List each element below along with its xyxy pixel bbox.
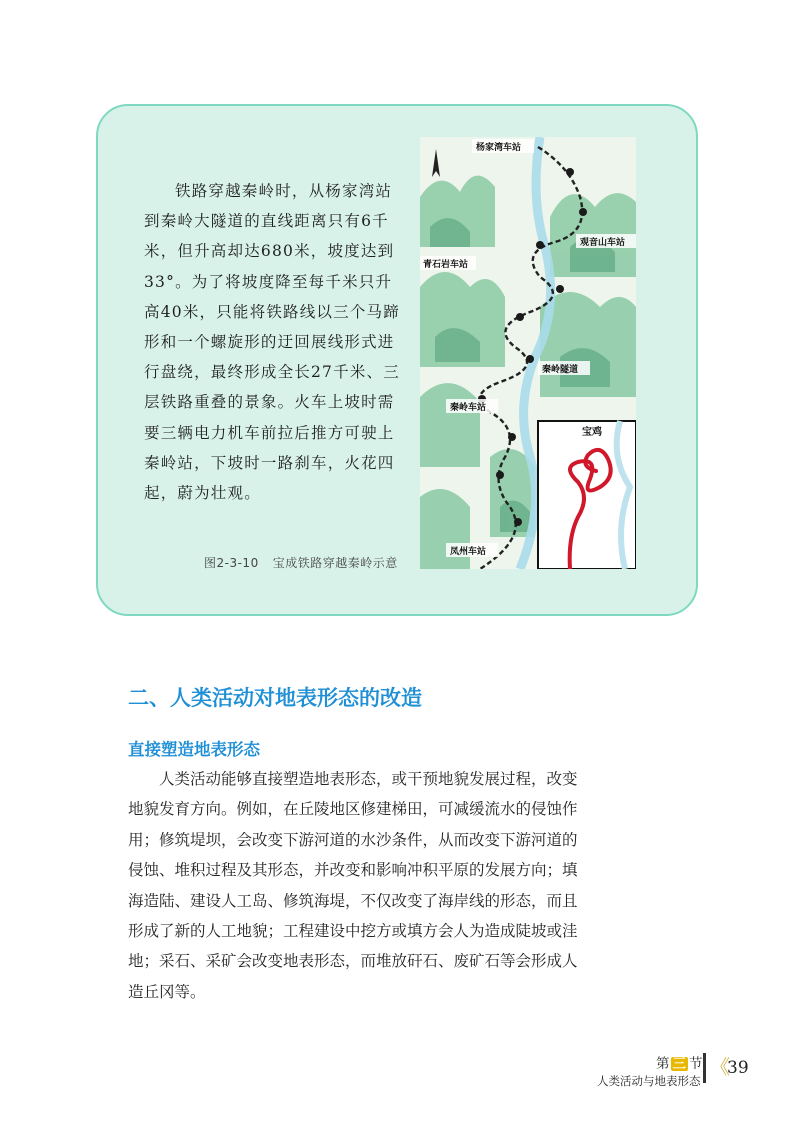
chapter-number-badge: 三 — [672, 1056, 686, 1072]
chapter-prefix: 第 — [656, 1056, 670, 1072]
label-yangjiawan: 杨家湾车站 — [476, 143, 522, 153]
sidebar-paragraph: 铁路穿越秦岭时，从杨家湾站到秦岭大隧道的直线距离只有6千米，但升高却达680米，坡度达到33°。为了将坡度降至每千米只升高40米，只能将铁路线以三个马蹄形和一个螺旋形的迂回展线形式进行盘绕，最终形成全长27千米、三层铁路重叠的景象。火车上坡时需要三辆电力机车前拉后推方可驶上秦岭站，下坡时一路刹车，火花四起，蔚为壮观。 — [144, 182, 400, 503]
caption-text: 宝成铁路穿越秦岭示意 — [272, 556, 398, 570]
label-qingshiyan: 青石岩车站 — [423, 260, 469, 270]
railway-map-figure — [420, 137, 636, 569]
footer-topic: 人类活动与地表形态 — [597, 1074, 701, 1088]
label-qinling-tunnel: 秦岭隧道 — [542, 365, 579, 375]
caption-number: 图2-3-10 — [204, 556, 259, 570]
footer-chapter — [656, 1052, 703, 1072]
chevron-left-icon: 《 — [710, 1055, 730, 1079]
section-subtitle: 直接塑造地表形态 — [128, 740, 260, 759]
baoji-inset — [538, 421, 636, 569]
figure-caption — [204, 554, 398, 571]
label-guanyinshan: 观音山车站 — [580, 238, 626, 248]
label-fengzhou: 凤州车站 — [450, 547, 487, 557]
label-baoji: 宝鸡 — [582, 427, 602, 438]
page-number: 39 — [727, 1058, 749, 1078]
footer-divider — [703, 1053, 706, 1083]
section-title: 二、人类活动对地表形态的改造 — [128, 686, 422, 710]
label-qinling-station: 秦岭车站 — [450, 403, 487, 413]
chapter-suffix: 节 — [689, 1056, 703, 1072]
section-paragraph: 人类活动能够直接塑造地表形态，或干预地貌发展过程，改变地貌发育方向。例如，在丘陵地区修建梯田，可减缓流水的侵蚀作用；修筑堤坝，会改变下游河道的水沙条件，从而改变下游河道的侵蚀、堆积过程及其形态，并改变和影响冲积平原的发展方向；填海造陆、建设人工岛、修筑海堤，不仅改变了海岸线的形态，而且形成了新的人工地貌；工程建设中挖方或填方会人为造成陡坡或洼地；采石、采矿会改变地表形态，而堆放矸石、废矿石等会形成人造丘冈等。 — [128, 770, 578, 1001]
